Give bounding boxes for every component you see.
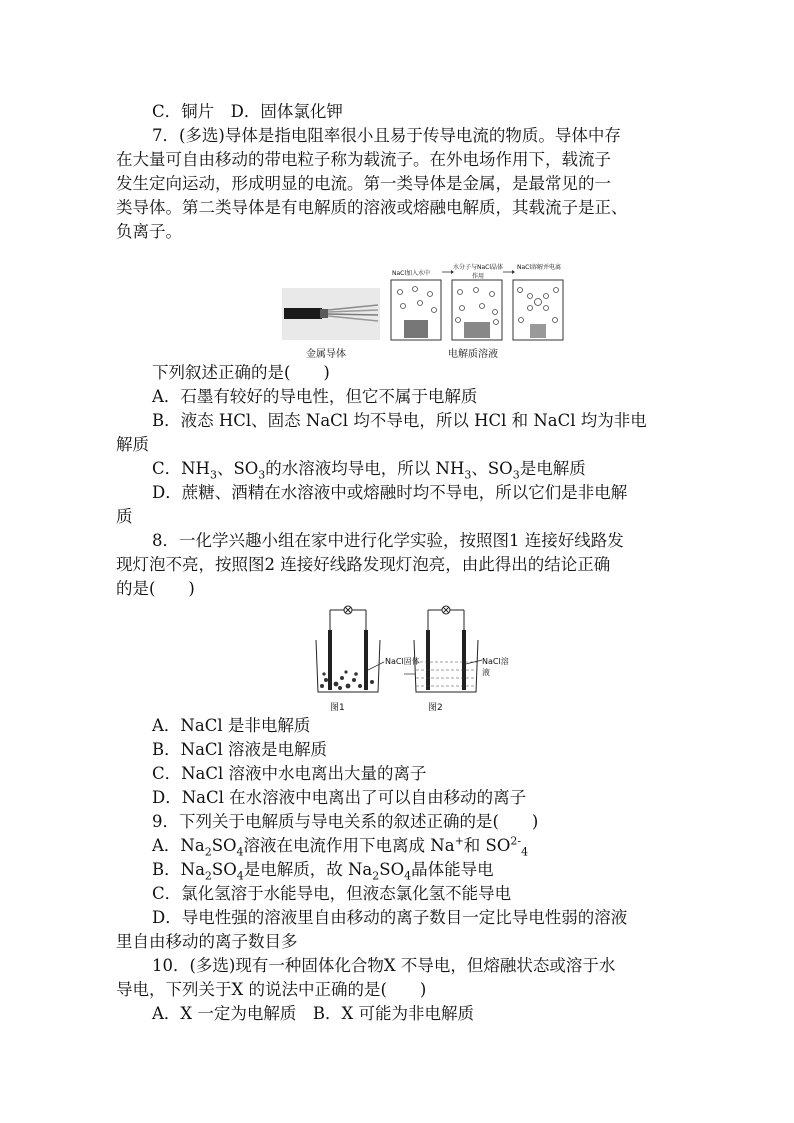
q7-option-b-1: B．液态 HCl、固态 NaCl 均不导电，所以 HCl 和 NaCl 均为非电 (152, 411, 647, 430)
q10-stem-2: 导电，下列关于X 的说法中正确的是( ) (116, 980, 427, 999)
metal-wire-image (282, 288, 380, 340)
electrolyte-solution-caption: 电解质溶液 (448, 349, 498, 360)
fig2-solution-label: NaCl溶液 (482, 657, 509, 677)
q7-stem-1: 7．(多选)导体是指电阻率很小且易于传导电流的物质。导体中存 (152, 126, 621, 145)
q9-stem: 9．下列关于电解质与导电关系的叙述正确的是( ) (152, 812, 539, 831)
q10-stem-1: 10．(多选)现有一种固体化合物X 不导电，但熔融状态或溶于水 (152, 956, 616, 975)
q8-option-b: B．NaCl 溶液是电解质 (152, 740, 328, 759)
metal-conductor-caption: 金属导体 (306, 349, 346, 360)
q7-stem-3: 发生定向运动，形成明显的电流。第一类导体是金属，是最常见的一 (116, 174, 611, 193)
panel1-label: NaCl加入水中 (392, 270, 431, 277)
q8-stem-3: 的是( ) (116, 579, 195, 598)
fig1-caption: 图1 (330, 703, 345, 713)
q7-option-d-2: 质 (116, 507, 133, 526)
q8-stem-2: 现灯泡不亮，按照图2 连接好线路发现灯泡亮，由此得出的结论正确 (116, 555, 611, 574)
q8-option-d: D．NaCl 在水溶液中电离出了可以自由移动的离子 (152, 788, 527, 807)
q7-option-d-1: D．蔗糖、酒精在水溶液中或熔融时均不导电，所以它们是非电解 (152, 483, 628, 502)
metal-conductor-figure (282, 288, 380, 340)
panel2-label: 水分子与NaCl晶体作用 (452, 264, 504, 280)
q9-option-c: C．氯化氢溶于水能导电，但液态氯化氢不能导电 (152, 884, 512, 903)
circuit-diagrams-image (312, 600, 512, 700)
q10-options-ab: A．X 一定为电解质 B．X 可能为非电解质 (152, 1004, 475, 1023)
panel3-label: NaCl溶解并电离 (516, 264, 562, 271)
q7-option-c: C．$NH_3$、$SO_3$的水溶液均导电，所以 $NH_3$、$SO_3$是电解质 (152, 459, 586, 482)
electrolyte-solution-figure (390, 262, 572, 342)
q8-option-c: C．NaCl 溶液中水电离出大量的离子 (152, 764, 427, 783)
q6-options-cd: C．铜片 D．固体氯化钾 (152, 102, 343, 121)
q8-stem-1: 8．一化学兴趣小组在家中进行化学实验，按照图1 连接好线路发 (152, 531, 624, 550)
fig2-caption: 图2 (428, 703, 443, 713)
q9-option-a: A．$Na_2SO_4$溶液在电流作用下电离成 Na+和 $SO^{2-}_4$ (152, 834, 529, 859)
q9-option-d-2: 里自由移动的离子数目多 (116, 932, 298, 951)
q9-option-b: B．$Na_2SO_4$是电解质，故 $Na_2SO_4$晶体能导电 (152, 860, 494, 883)
q7-option-a: A．石墨有较好的导电性，但它不属于电解质 (152, 387, 478, 406)
fig1-solid-label: NaCl固体 (385, 657, 420, 666)
q8-option-a: A．NaCl 是非电解质 (152, 716, 311, 735)
q9-option-d-1: D．导电性强的溶液里自由移动的离子数目一定比导电性弱的溶液 (152, 908, 628, 927)
q7-stem-4: 类导体。第二类导体是有电解质的溶液或熔融电解质，其载流子是正、 (116, 198, 628, 217)
circuit-figure (312, 600, 512, 700)
q7-option-b-2: 解质 (116, 435, 149, 454)
q7-stem-5: 负离子。 (116, 222, 182, 241)
q7-stem-2: 在大量可自由移动的带电粒子称为载流子。在外电场作用下，载流子 (116, 150, 611, 169)
q7-question: 下列叙述正确的是( ) (152, 363, 330, 382)
